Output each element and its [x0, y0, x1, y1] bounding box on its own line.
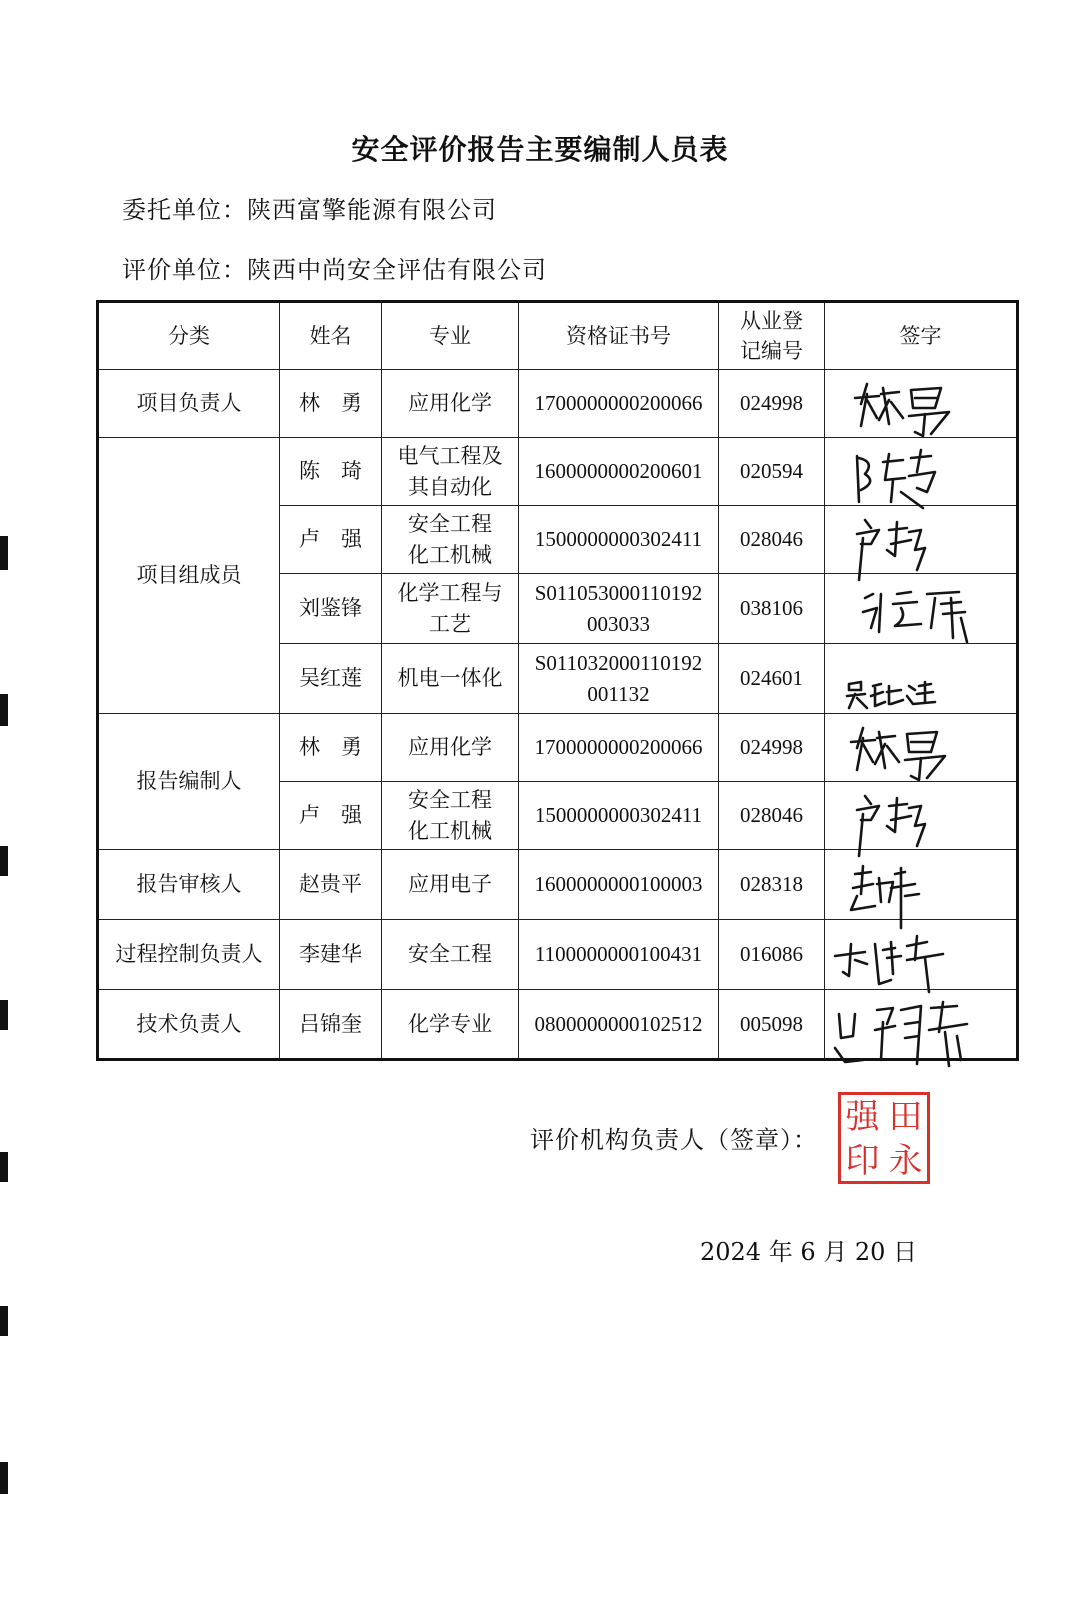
signature-image	[831, 638, 941, 718]
category-cell: 过程控制负责人	[98, 920, 280, 990]
name-cell: 李建华	[280, 920, 382, 990]
reg-cell: 005098	[719, 990, 825, 1060]
major-cell: 机电一体化	[382, 644, 519, 714]
reg-cell: 020594	[719, 438, 825, 506]
signature-cell	[825, 644, 1018, 714]
binding-mark	[0, 1152, 8, 1182]
header-reg	[719, 302, 825, 370]
major-cell	[382, 574, 519, 644]
signature-image	[831, 984, 981, 1084]
major-cell: 化学专业	[382, 990, 519, 1060]
name-cell: 吕锦奎	[280, 990, 382, 1060]
binding-mark	[0, 846, 8, 876]
table-row	[98, 438, 1018, 506]
major-cell: 应用化学	[382, 714, 519, 782]
major-cell	[382, 438, 519, 506]
reg-cell: 024601	[719, 644, 825, 714]
category-cell: 项目负责人	[98, 370, 280, 438]
name-cell: 卢 强	[280, 506, 382, 574]
table-header-row	[98, 302, 1018, 370]
name-cell: 林 勇	[280, 714, 382, 782]
reg-cell: 028046	[719, 506, 825, 574]
signature-cell	[825, 782, 1018, 850]
cert-cell	[519, 574, 719, 644]
table-row	[98, 850, 1018, 920]
signature-cell	[825, 506, 1018, 574]
cert-cell: 1700000000200066	[519, 370, 719, 438]
major-line: 电气工程及	[397, 444, 503, 469]
major-line: 安全工程	[408, 788, 492, 813]
header-major: 专业	[382, 302, 519, 370]
cert-line: S011053000110192	[534, 581, 703, 606]
name-cell: 卢 强	[280, 782, 382, 850]
major-cell: 应用化学	[382, 370, 519, 438]
seal-char: 永	[888, 1141, 923, 1181]
major-cell: 安全工程	[382, 920, 519, 990]
major-line: 化工机械	[408, 542, 492, 567]
reg-cell: 024998	[719, 370, 825, 438]
cert-cell: 1500000000302411	[519, 782, 719, 850]
seal-char: 田	[888, 1097, 923, 1137]
table-row	[98, 370, 1018, 438]
official-seal	[838, 1092, 930, 1184]
cert-cell: 1700000000200066	[519, 714, 719, 782]
header-name: 姓名	[280, 302, 382, 370]
category-cell: 报告审核人	[98, 850, 280, 920]
binding-mark	[0, 694, 8, 726]
binding-mark	[0, 1306, 8, 1336]
reg-cell: 028046	[719, 782, 825, 850]
signature-cell	[825, 574, 1018, 644]
header-category: 分类	[98, 302, 280, 370]
major-line: 工艺	[429, 611, 471, 636]
signature-cell	[825, 438, 1018, 506]
binding-mark	[0, 1462, 8, 1494]
cert-cell: 1100000000100431	[519, 920, 719, 990]
header-sign: 签字	[825, 302, 1018, 370]
cert-line: 003033	[587, 611, 650, 636]
cert-line: S011032000110192	[534, 651, 703, 676]
reg-cell: 028318	[719, 850, 825, 920]
client-line: 委托单位：陕西富擎能源有限公司	[122, 196, 497, 224]
category-cell: 报告编制人	[98, 714, 280, 850]
category-cell: 项目组成员	[98, 438, 280, 714]
binding-mark	[0, 536, 8, 570]
signature-cell	[825, 714, 1018, 782]
org-head-label: 评价机构负责人（签章）：	[530, 1126, 818, 1154]
cert-cell: 1500000000302411	[519, 506, 719, 574]
major-line: 化工机械	[408, 818, 492, 843]
table-row	[98, 920, 1018, 990]
signature-cell	[825, 990, 1018, 1060]
cert-line: 001132	[587, 681, 650, 706]
table-row	[98, 714, 1018, 782]
reg-cell: 024998	[719, 714, 825, 782]
major-line: 安全工程	[408, 512, 492, 537]
table-row	[98, 990, 1018, 1060]
binding-mark	[0, 1000, 8, 1030]
cert-cell: 0800000000102512	[519, 990, 719, 1060]
major-line: 化学工程与	[397, 581, 503, 606]
signature-cell	[825, 920, 1018, 990]
seal-char: 强	[845, 1097, 880, 1137]
staff-table	[96, 300, 1019, 1061]
seal-char: 印	[845, 1141, 880, 1181]
name-cell: 刘鉴锋	[280, 574, 382, 644]
name-cell: 吴红莲	[280, 644, 382, 714]
category-cell: 技术负责人	[98, 990, 280, 1060]
evaluator-line: 评价单位：陕西中尚安全评估有限公司	[122, 256, 547, 284]
major-cell	[382, 506, 519, 574]
cert-cell	[519, 644, 719, 714]
document-date: 2024 年 6 月 20 日	[700, 1238, 918, 1266]
signature-cell	[825, 850, 1018, 920]
name-cell: 林 勇	[280, 370, 382, 438]
cert-cell: 1600000000100003	[519, 850, 719, 920]
name-cell: 陈 琦	[280, 438, 382, 506]
header-reg-line2: 记编号	[740, 339, 803, 363]
major-cell	[382, 782, 519, 850]
reg-cell: 038106	[719, 574, 825, 644]
major-cell: 应用电子	[382, 850, 519, 920]
signature-cell	[825, 370, 1018, 438]
header-reg-line1: 从业登	[740, 308, 803, 333]
major-line: 其自动化	[408, 474, 492, 499]
reg-cell: 016086	[719, 920, 825, 990]
name-cell: 赵贵平	[280, 850, 382, 920]
header-cert: 资格证书号	[519, 302, 719, 370]
document-title: 安全评价报告主要编制人员表	[351, 133, 729, 166]
cert-cell: 1600000000200601	[519, 438, 719, 506]
